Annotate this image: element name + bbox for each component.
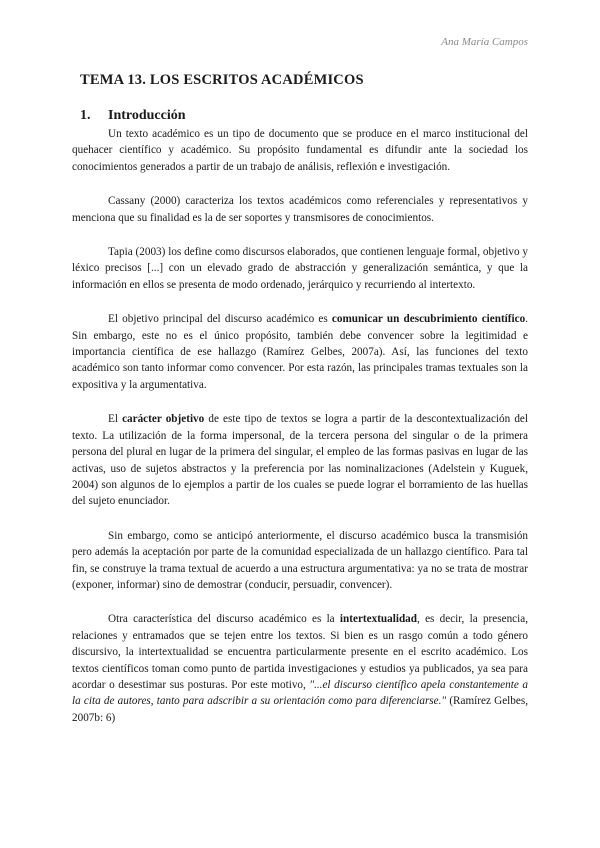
document-body — [72, 126, 528, 744]
paragraph-4-text-a: El objetivo principal del discurso académico es — [108, 313, 332, 326]
paragraph-4-emphasis: comunicar un descubrimiento científico — [331, 313, 526, 326]
paragraph-4-text-b: . Sin embargo, este no es el único propósito, también debe convencer sobre la legitimidad e importancia científica de ese hallazgo (Ramírez Gelbes, 2007a). Así, las funciones del texto académico son tanto informar como convencer. Por esta razón, las principales tramas textuales son la expositiva y la argumentativa. — [72, 313, 528, 391]
paragraph-5-text-a: El — [108, 413, 123, 426]
paragraph-7-emphasis: intertextualidad — [339, 613, 417, 626]
section-title: Introducción — [108, 108, 186, 123]
paragraph-6: Sin embargo, como se anticipó anteriormente, el discurso académico busca la transmisión pero además la aceptación por parte de la comunidad especializada de un hallazgo científico. Para tal fin, se construye la trama textual de acuerdo a una estructura argumentativa: ya no se trata de mostrar (exponer, informar) sino de demostrar (conducir, persuadir, convencer). — [72, 529, 528, 591]
section-heading — [80, 108, 186, 124]
paragraph-7-text-a: Otra característica del discurso académico es la — [108, 613, 340, 626]
paragraph-7-text-b: , es decir, la presencia, relaciones y entramados que se tejen entre los textos. Si bien es un rasgo común a todo género discursivo, la intertextualidad se encuentra particularmente presente en el escrito académico. Los textos científicos toman como punto de partida investigaciones y estudios ya publicados, ya sea para acordar o desestimar sus posturas. Por este motivo, — [72, 613, 528, 691]
paragraph-5-emphasis: carácter objetivo — [122, 413, 205, 426]
document-title: TEMA 13. LOS ESCRITOS ACADÉMICOS — [80, 72, 364, 88]
paragraph-2: Cassany (2000) caracteriza los textos académicos como referenciales y representativos y menciona que su finalidad es la de ser soportes y transmisores de conocimientos. — [72, 195, 528, 224]
paragraph-5 — [72, 411, 528, 509]
paragraph-7 — [72, 611, 528, 726]
paragraph-3: Tapia (2003) los define como discursos elaborados, que contienen lenguaje formal, objetivo y léxico precisos [...] con un elevado grado de abstracción y generalización semántica, y que la información en ellos se presenta de modo ordenado, jerárquico y recurriendo al intertexto. — [72, 246, 528, 291]
paragraph-7-citation: (Ramírez Gelbes, 2007b: 6) — [72, 695, 529, 724]
paragraph-4 — [72, 311, 528, 393]
header-author: Ana María Campos — [441, 36, 528, 48]
paragraph-1: Un texto académico es un tipo de documento que se produce en el marco institucional del quehacer científico y académico. Su propósito fundamental es difundir ante la sociedad los conocimientos generados a partir de un trabajo de análisis, reflexión e investigación. — [72, 128, 528, 173]
paragraph-5-text-b: de este tipo de textos se logra a partir de la descontextualización del texto. La utilización de la forma impersonal, de la tercera persona del singular o de la primera persona del plural en lugar de la primera del singular, el empleo de las formas pasivas en lugar de las activas, uso de sujetos abstractos y la preferencia por las nominalizaciones (Adelstein y Kuguek, 2004) son algunos de lo ejemplos a partir de los cuales se puede lograr el borramiento de las huellas del sujeto enunciador. — [72, 413, 528, 508]
section-number: 1. — [80, 108, 91, 123]
paragraph-7-quote: "...el discurso científico apela constantemente a la cita de autores, tanto para adscribir a su orientación como para diferenciarse." — [72, 678, 528, 708]
